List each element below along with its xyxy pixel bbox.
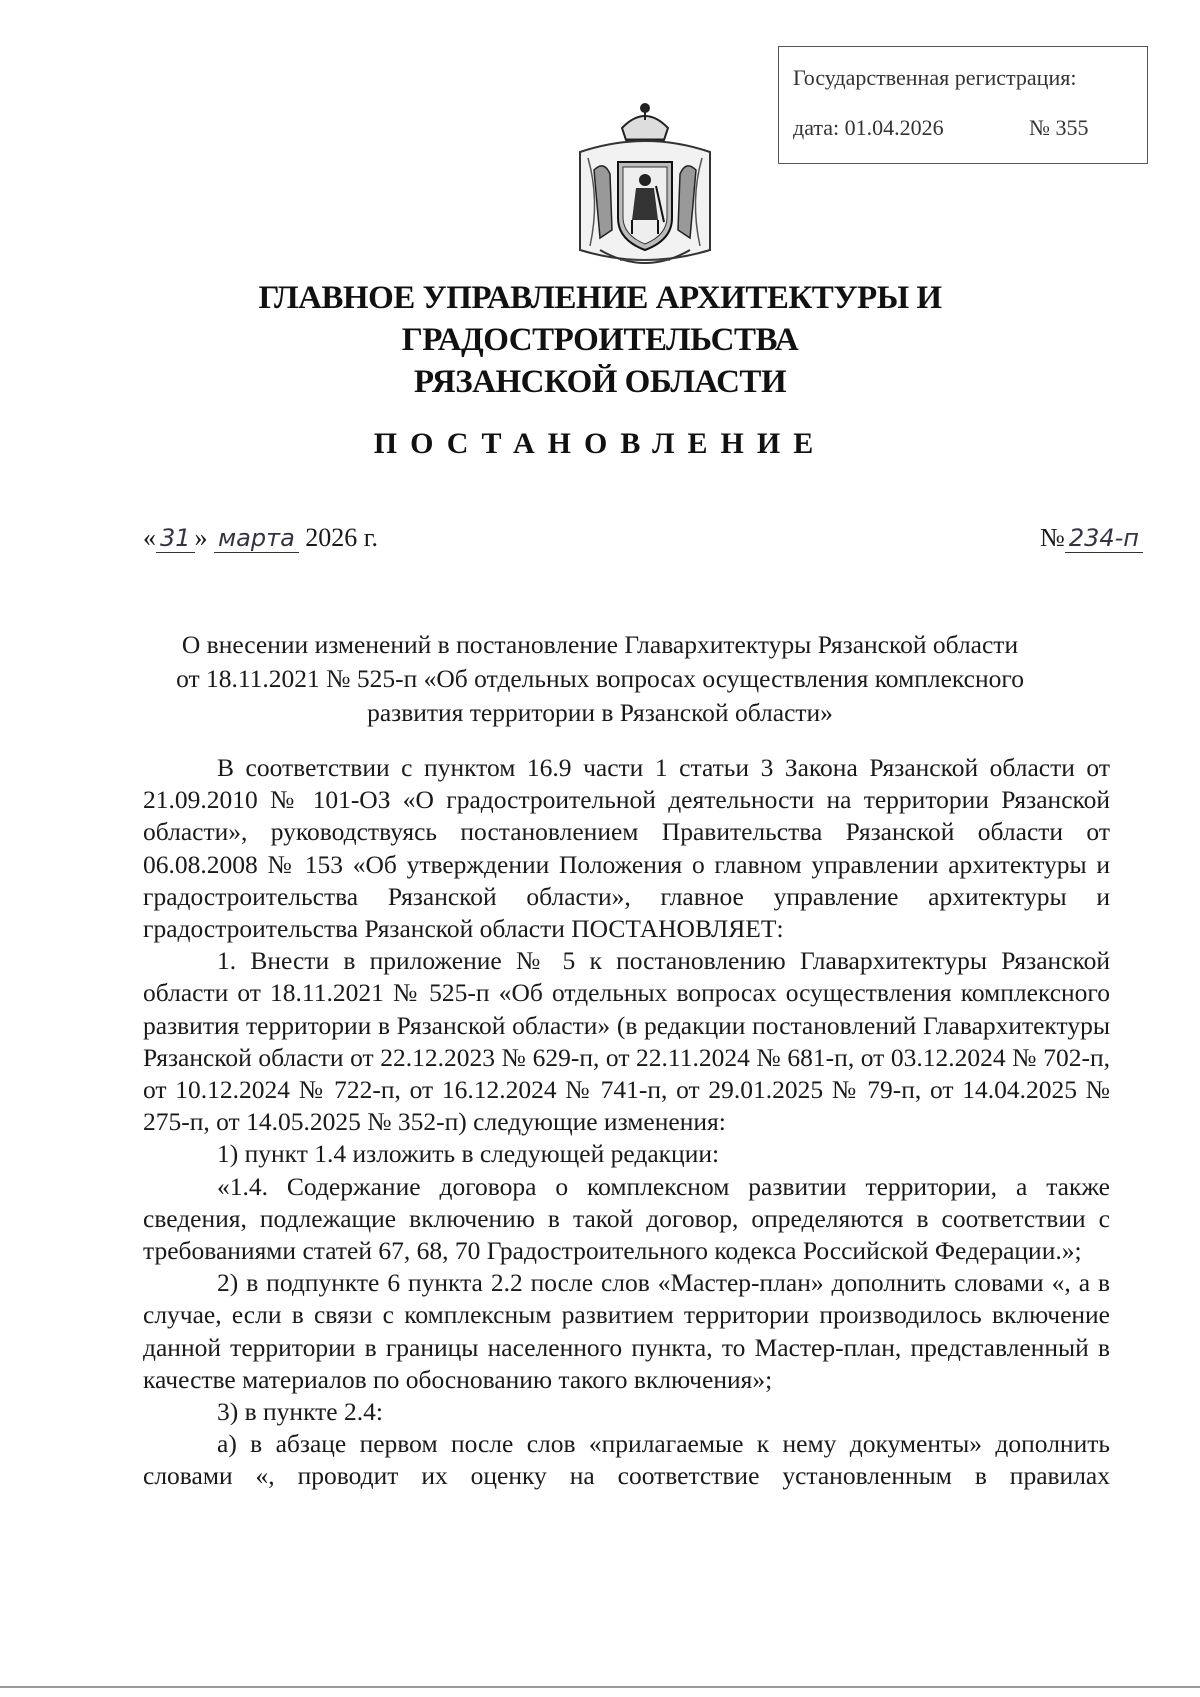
scan-edge-divider (0, 1686, 1200, 1688)
registration-number: № 355 (1029, 115, 1089, 140)
document-number-prefix: № (1040, 523, 1065, 552)
date-year: 2026 г. (305, 523, 379, 552)
date-month: марта (214, 524, 299, 553)
org-title-line1: ГЛАВНОЕ УПРАВЛЕНИЕ АРХИТЕКТУРЫ И ГРАДОСТРОИТЕЛЬСТВА (258, 280, 942, 358)
body-paragraph: 2) в подпункте 6 пункта 2.2 после слов «Мастер-план» дополнить словами «, а в случае, если в связи с комплексным развитием территории производилось включение данной территории в границы населенного пункта, то Мастер-план, представленный в качестве материалов по обоснованию такого включения»; (143, 1268, 1110, 1394)
body-paragraph: 1) пункт 1.4 изложить в следующей редакции: (217, 1139, 720, 1169)
document-subject (150, 628, 1050, 730)
document-type: ПОСТАНОВЛЕНИЕ (373, 427, 827, 460)
document-number-value: 234-п (1065, 524, 1143, 553)
date-day: 31 (156, 524, 195, 553)
body-paragraph: а) в абзаце первом после слов «прилагаемые к нему документы» дополнить словами «, проводит их оценку на соответствие установленным в правилах (143, 1429, 1110, 1491)
document-number (1040, 523, 1143, 553)
document-body (143, 752, 1110, 1493)
registration-stamp (778, 46, 1148, 164)
org-title-line2: РЯЗАНСКОЙ ОБЛАСТИ (413, 364, 787, 400)
date-open-quote: « (143, 523, 156, 552)
body-paragraph: «1.4. Содержание договора о комплексном развитии территории, а также сведения, подлежащие включению в такой договор, определяются в соответствии с требованиями статей 67, 68, 70 Градостроительного кодекса Российской Федерации.»; (143, 1171, 1110, 1266)
organization-title (60, 277, 1140, 403)
body-paragraph: 3) в пункте 2.4: (217, 1397, 383, 1427)
coat-of-arms-icon (560, 100, 730, 276)
date-close-quote: » (194, 523, 208, 552)
document-date (143, 523, 378, 553)
registration-date: дата: 01.04.2026 (793, 115, 944, 140)
subject-line1: О внесении изменений в постановление Главархитектуры Рязанской области (181, 630, 1019, 659)
registration-title: Государственная регистрация: (793, 65, 1077, 90)
subject-line2: от 18.11.2021 № 525-п «Об отдельных вопросах осуществления комплексного (176, 664, 1024, 693)
subject-line3: развития территории в Рязанской области» (367, 698, 833, 727)
body-paragraph: 1. Внести в приложение № 5 к постановлению Главархитектуры Рязанской области от 18.11.2021 № 525-п «Об отдельных вопросах осуществления комплексного развития территории в Рязанской области» (в редакции постановлений Главархитектуры Рязанской области от 22.12.2023 № 629-п, от 22.11.2024 № 681-п, от 03.12.2024 № 702-п, от 10.12.2024 № 722-п, от 16.12.2024 № 741-п, от 29.01.2025 № 79-п, от 14.04.2025 № 275-п, от 14.05.2025 № 352-п) следующие изменения: (143, 946, 1110, 1137)
body-paragraph: В соответствии с пунктом 16.9 части 1 статьи 3 Закона Рязанской области от 21.09.2010 № 101-ОЗ «О градостроительной деятельности на территории Рязанской области», руководствуясь постановлением Правительства Рязанской области от 06.08.2008 № 153 «Об утверждении Положения о главном управлении архитектуры и градостроительства Рязанской области», главное управление архитектуры и градостроительства Рязанской области ПОСТАНОВЛЯЕТ: (143, 753, 1110, 944)
